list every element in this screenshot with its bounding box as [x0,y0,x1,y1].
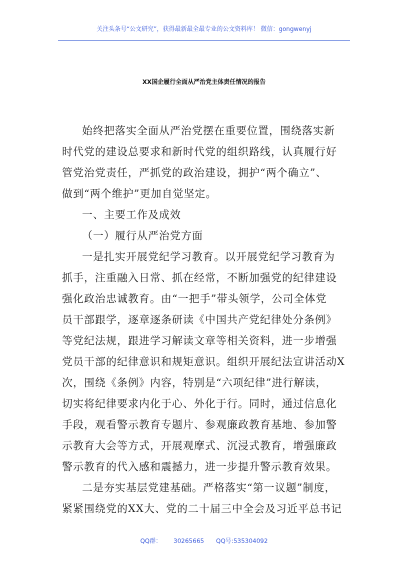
body-line: 做到“两个维护”更加自觉坚定。 [62,188,217,200]
footer-contact: QQ群： 30265665 QQ号:535304092 [140,538,268,545]
section-heading: 一、主要工作及成效 [82,209,181,221]
subsection-heading: （一）履行从严治党方面 [82,230,203,242]
body-line: 紧紧围绕党的XX大、党的二十届三中全会及习近平总书记 [62,503,342,515]
header-divider [58,40,350,41]
body-line: 示教育大会等方式，开展观摩式、沉浸式教育，增强廉政 [62,440,337,452]
body-line: 强化政治忠诚教育。由“一把手”带头领学，公司全体党 [62,293,327,305]
body-line: 管党治党责任，严抓党的政治建设，拥护“两个确立”、 [62,167,327,179]
body-line: 二是夯实基层党建基础。严格落实“第一议题”制度， [82,482,336,494]
body-line: 一是扎实开展党纪学习教育。以开展党纪学习教育为 [82,251,335,263]
body-line: 手段，观看警示教育专题片、参观廉政教育基地、参加警 [62,419,337,431]
header-banner: 关注头条号“公文研究”，获得最新最全最专业的公文资料库！ 微信：gongwenyj [96,26,312,33]
body-line: 员干部跟学，逐章逐条研读《中国共产党纪律处分条例》 [62,314,337,326]
body-line: 次，围绕《条例》内容，特别是“六项纪律”进行解读， [62,377,327,389]
body-line: 警示教育的代入感和震撼力，进一步提升警示教育效果。 [62,461,337,473]
body-line: 时代党的建设总要求和新时代党的组织路线，认真履行好 [62,146,337,158]
body-line: 抓手，注重融入日常、抓在经常，不断加强党的纪律建设 [62,272,337,284]
body-line: 等党纪法规，跟进学习解读文章等相关资料，进一步增强 [62,335,337,347]
body-line: 切实将纪律要求内化于心、外化于行。同时，通过信息化 [62,398,337,410]
document-title: XX国企履行全面从严治党主体责任情况的报告 [142,79,266,86]
body-line: 始终把落实全面从严治党摆在重要位置，围绕落实新 [82,125,335,137]
body-line: 党员干部的纪律意识和规矩意识。组织开展纪法宣讲活动X [62,356,345,368]
